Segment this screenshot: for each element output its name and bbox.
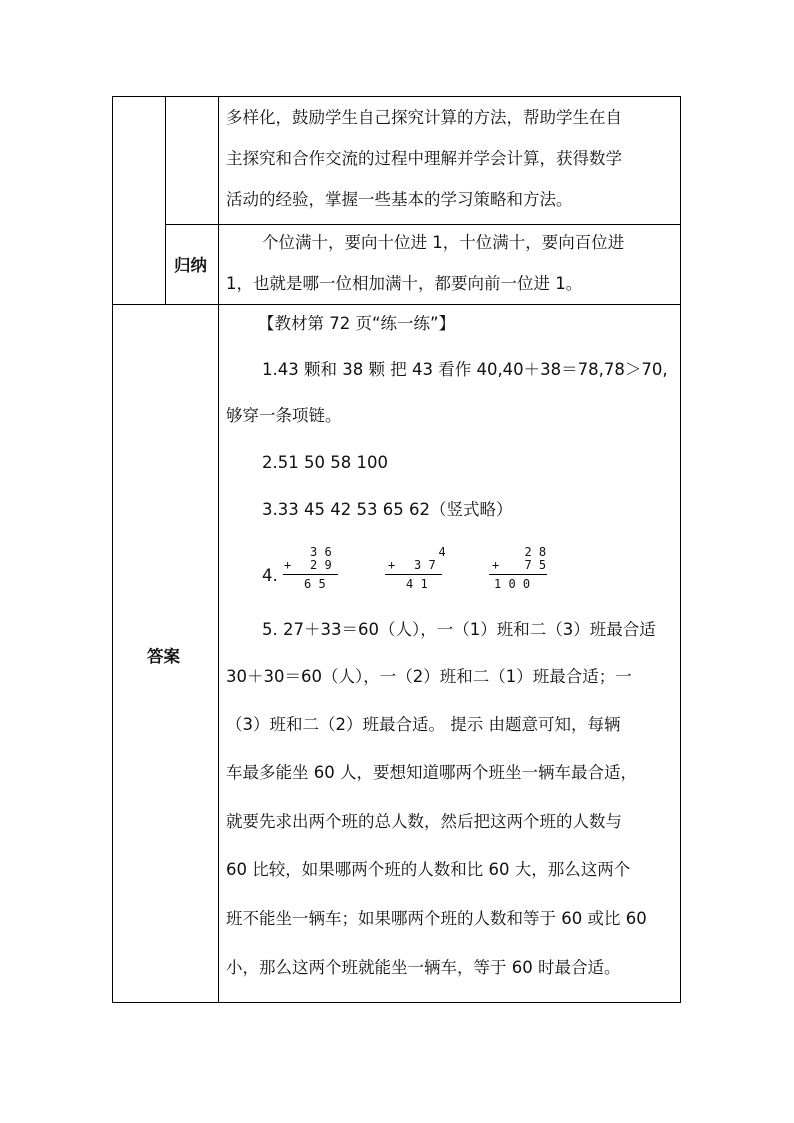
calc-rule: [489, 574, 547, 575]
text-line: 多样化，鼓励学生自己探究计算的方法，帮助学生在自: [226, 108, 622, 127]
table-border-bottom: [112, 1002, 681, 1003]
calc-mid: 2 9: [310, 558, 332, 572]
row-divider-2: [112, 304, 681, 305]
col-divider-2: [218, 96, 219, 1003]
calc-rule: [283, 574, 338, 575]
calc-result: 1 0 0: [494, 577, 531, 591]
calc-result: 4 1: [406, 577, 428, 591]
section-heading: 【教材第 72 页“练一练”】: [258, 314, 456, 333]
calc-op: +: [492, 558, 500, 572]
text-line: 就要先求出两个班的总人数，然后把这两个班的人数与: [226, 812, 622, 831]
text-line: 主探究和合作交流的过程中理解并学会计算，获得数学: [226, 149, 622, 168]
calc-op: +: [388, 558, 396, 572]
calc-op: +: [284, 558, 292, 572]
text-line: 小，那么这两个班就能坐一辆车，等于 60 时最合适。: [226, 958, 621, 977]
text-line: 活动的经验，掌握一些基本的学习策略和方法。: [226, 190, 573, 209]
text-line: 5. 27＋33＝60（人），一（1）班和二（3）班最合适: [262, 620, 656, 639]
text-line: 3.33 45 42 53 65 62（竖式略）: [262, 500, 513, 519]
calc-rule: [385, 574, 442, 575]
calc-result: 6 5: [304, 577, 326, 591]
text-line: 个位满十，要向十位进 1，十位满十，要向百位进: [262, 233, 625, 252]
table-border-left: [112, 96, 113, 1003]
text-line: 班不能坐一辆车；如果哪两个班的人数和等于 60 或比 60: [226, 909, 647, 928]
calc-mid: 3 7: [414, 558, 436, 572]
text-line: （3）班和二（2）班最合适。 提示 由题意可知，每辆: [226, 715, 621, 734]
row-divider-1: [165, 224, 681, 225]
calc-top: 3 6: [310, 545, 332, 559]
calc-top: 4: [424, 545, 446, 559]
text-line: 车最多能坐 60 人，要想知道哪两个班坐一辆车最合适，: [226, 763, 637, 782]
calc-top: 2 8: [510, 545, 547, 559]
row-label-summary: 归纳: [174, 256, 207, 275]
text-line: 2.51 50 58 100: [262, 453, 388, 472]
text-line: 够穿一条项链。: [226, 406, 342, 425]
row-label-answer: 答案: [147, 647, 180, 666]
text-line: 1，也就是哪一位相加满十，都要向前一位进 1。: [226, 274, 583, 293]
table-border-top: [112, 96, 681, 97]
text-line: 1.43 颗和 38 颗 把 43 看作 40,40＋38＝78,78＞70,: [262, 360, 668, 379]
col-divider-1: [165, 96, 166, 304]
calc-mid: 7 5: [510, 558, 547, 572]
problem-4-label: 4.: [262, 566, 278, 585]
table-border-right: [680, 96, 681, 1003]
text-line: 60 比较，如果哪两个班的人数和比 60 大，那么这两个: [226, 860, 631, 879]
text-line: 30＋30＝60（人），一（2）班和二（1）班最合适；一: [226, 667, 632, 686]
